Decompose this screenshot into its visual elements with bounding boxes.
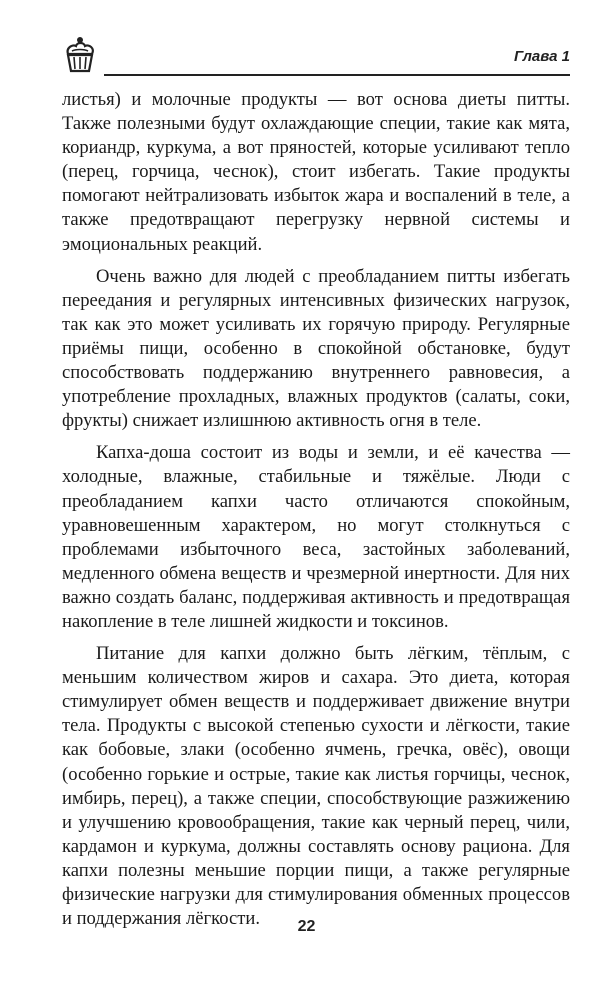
page-number: 22 bbox=[297, 918, 316, 935]
cupcake-icon bbox=[62, 36, 98, 74]
paragraph: Капха-доша состоит из воды и земли, и её качества — холодные, влажные, стабильные и тяжёлые. Люди с преобладанием капхи часто отличаются спокойным, уравновешенным характером, но могут столкнуться с проблемами избыточного веса, застойных заболеваний, медленного обмена веществ и чрезмерной инертности. Для них важно создать баланс, поддерживая активность и предотвращая накопление в теле лишней жидкости и токсинов. bbox=[62, 442, 570, 632]
body-text bbox=[62, 88, 570, 939]
chapter-label: Глава 1 bbox=[513, 48, 570, 65]
paragraph: Очень важно для людей с преобладанием питты избегать переедания и регулярных интенсивных физических нагрузок, так как это может усиливать их горячую природу. Регулярные приёмы пищи, особенно в спокойной обстановке, будут способствовать поддержанию внутреннего равновесия, а употребление прохладных, влажных продуктов (салаты, соки, фрукты) снижает излишнюю активность огня в теле. bbox=[62, 265, 570, 432]
header-rule bbox=[104, 74, 570, 76]
page-header bbox=[62, 36, 570, 76]
paragraph: Питание для капхи должно быть лёгким, тёплым, с меньшим количеством жиров и сахара. Это диета, которая стимулирует обмен веществ и поддерживает движение внутри тела. Продукты с высокой степенью сухости и лёгкости, такие как бобовые, злаки (особенно ячмень, гречка, овёс), овощи (особенно горькие и острые, такие как листья горчицы, чеснок, имбирь, перец), а также специи, способствующие разжижению и улучшению кровообращения, такие как черный перец, чили, кардамон и куркума, должны составлять основу рациона. Для капхи полезны меньшие порции пищи, а также регулярные физические нагрузки для стимулирования обменных процессов и поддержания лёгкости. bbox=[62, 643, 570, 930]
paragraph: листья) и молочные продукты — вот основа диеты питты. Также полезными будут охлаждающие специи, такие как мята, кориандр, куркума, а вот пряностей, которые усиливают тепло (перец, горчица, чеснок), стоит избегать. Такие продукты помогают нейтрализовать избыток жара и воспалений в теле, а также предотвращают перегрузку нервной системы и эмоциональных реакций. bbox=[62, 89, 570, 255]
